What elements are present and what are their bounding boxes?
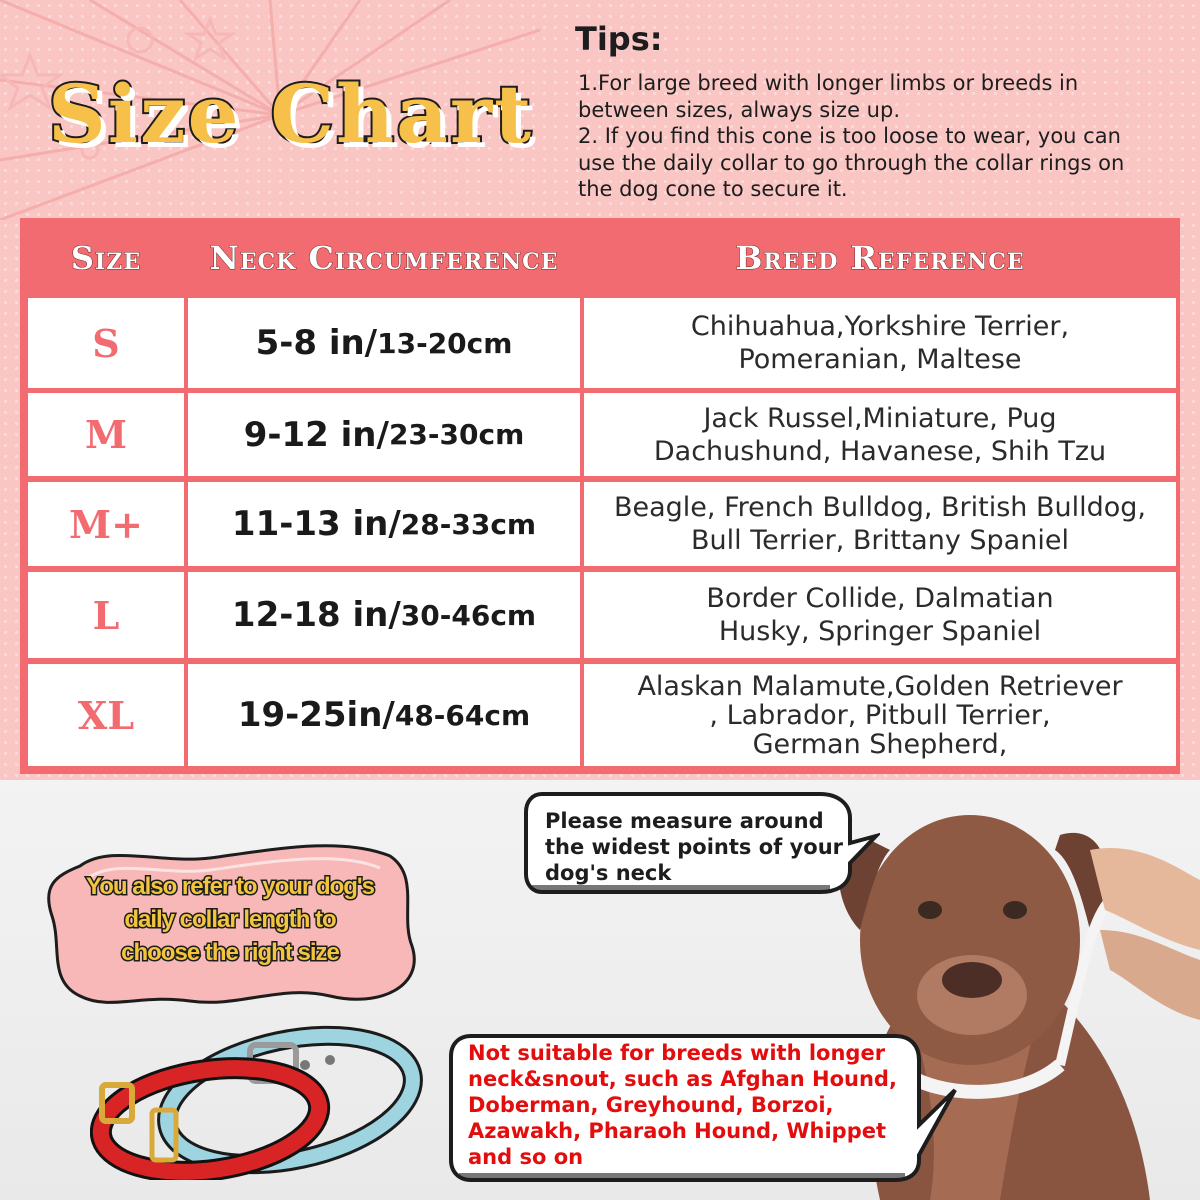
collars-image bbox=[90, 1005, 430, 1180]
row-xl-size: XL bbox=[28, 664, 184, 766]
row-xl-breed: Alaskan Malamute,Golden Retriever , Labrador, Pitbull Terrier, German Shepherd, bbox=[584, 664, 1176, 766]
row-mplus-neck-in: 11-13 in/ bbox=[231, 504, 401, 544]
row-s-breed: Chihuahua,Yorkshire Terrier, Pomeranian, Maltese bbox=[584, 298, 1176, 388]
row-mplus-breed: Beagle, French Bulldog, British Bulldog, Bull Terrier, Brittany Spaniel bbox=[584, 482, 1176, 566]
row-m-size: M bbox=[28, 393, 184, 476]
row-l-neck-cm: 30-46cm bbox=[400, 598, 537, 632]
row-mplus-size: M+ bbox=[28, 482, 184, 566]
row-xl-neck-in: 19-25in/ bbox=[237, 695, 395, 735]
header-neck: Neck Circumference bbox=[209, 239, 559, 277]
tips-heading: Tips: bbox=[575, 20, 663, 58]
row-mplus-neck bbox=[188, 482, 580, 566]
row-m-neck-in: 9-12 in/ bbox=[243, 414, 389, 455]
row-s-neck-in: 5-8 in/ bbox=[255, 323, 378, 363]
row-l-size: L bbox=[28, 572, 184, 658]
row-m-breed: Jack Russel,Miniature, Pug Dachushund, Havanese, Shih Tzu bbox=[584, 393, 1176, 476]
row-s-neck-cm: 13-20cm bbox=[377, 326, 513, 360]
collar-note-text: You also refer to your dog's daily collar length to choose the right size bbox=[86, 873, 374, 966]
row-s-size: S bbox=[28, 298, 184, 388]
header-breed: Breed Reference bbox=[735, 239, 1025, 277]
row-l-breed: Border Collide, Dalmatian Husky, Springer Spaniel bbox=[584, 572, 1176, 658]
warning-text: Not suitable for breeds with longer neck&snout, such as Afghan Hound, Doberman, Greyhound, Borzoi, Azawakh, Pharaoh Hound, Whippet and so on bbox=[468, 1041, 897, 1169]
header-size: Size bbox=[70, 239, 142, 277]
row-m-neck bbox=[188, 393, 580, 476]
row-s-neck bbox=[188, 298, 580, 388]
size-chart-table bbox=[20, 218, 1180, 774]
page-title: Size Chart bbox=[48, 67, 534, 161]
row-xl-neck-cm: 48-64cm bbox=[394, 698, 531, 732]
tip-1: 1.For large breed with longer limbs or breeds in between sizes, always size up. bbox=[578, 71, 1079, 122]
row-l-neck bbox=[188, 572, 580, 658]
tip-2: 2. If you find this cone is too loose to wear, you can use the daily collar to go through the collar rings on the dog cone to secure it. bbox=[578, 124, 1125, 201]
measure-note-text: Please measure around the widest points of your dog's neck bbox=[545, 809, 844, 885]
row-mplus-neck-cm: 28-33cm bbox=[400, 507, 537, 541]
row-l-neck-in: 12-18 in/ bbox=[231, 595, 401, 635]
row-m-neck-cm: 23-30cm bbox=[388, 418, 525, 451]
tips-text bbox=[578, 70, 1188, 203]
row-xl-neck bbox=[188, 664, 580, 766]
